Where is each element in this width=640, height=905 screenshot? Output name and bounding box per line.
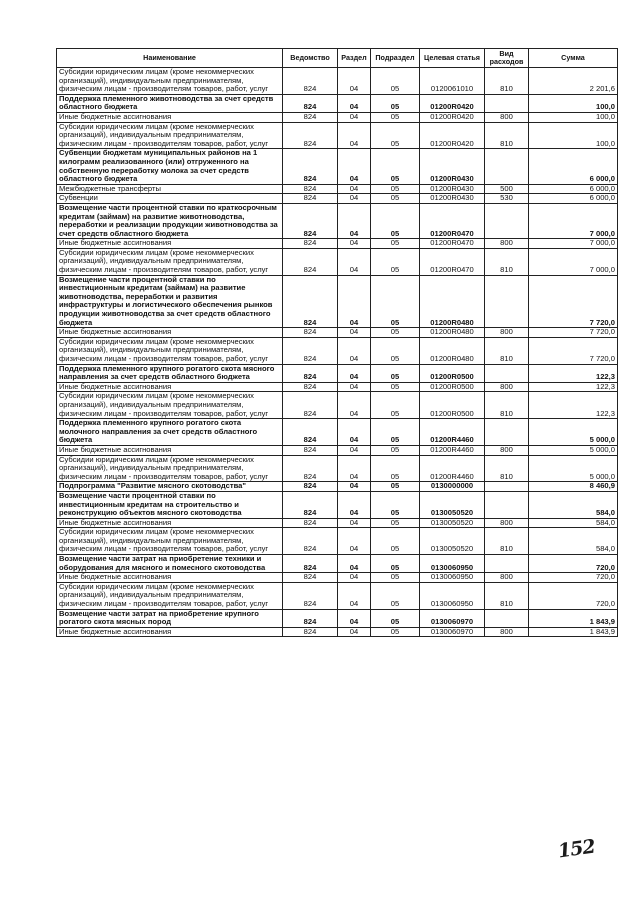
row-podrazdel-cell: 05: [371, 184, 420, 194]
row-expense-type-cell: 800: [485, 518, 529, 528]
row-expense-type-cell: 530: [485, 194, 529, 204]
row-target-article-cell: 0130060950: [420, 582, 485, 609]
row-expense-type-cell: [485, 94, 529, 112]
row-podrazdel-cell: 05: [371, 68, 420, 95]
row-expense-type-cell: [485, 482, 529, 492]
row-expense-type-cell: [485, 203, 529, 238]
row-podrazdel-cell: 05: [371, 455, 420, 482]
row-expense-type-cell: 800: [485, 239, 529, 249]
row-sum-cell: 584,0: [529, 518, 618, 528]
row-name-cell: Субсидии юридическим лицам (кроме некоммерческих организаций), индивидуальным предпринимателям, физическим лицам - производителям товаров, работ, услуг: [57, 68, 283, 95]
row-vedomstvo-cell: 824: [283, 528, 338, 555]
row-vedomstvo-cell: 824: [283, 194, 338, 204]
row-podrazdel-cell: 05: [371, 582, 420, 609]
row-podrazdel-cell: 05: [371, 482, 420, 492]
row-expense-type-cell: [485, 609, 529, 627]
row-sum-cell: 5 000,0: [529, 419, 618, 446]
row-sum-cell: 122,3: [529, 392, 618, 419]
row-razdel-cell: 04: [338, 419, 371, 446]
row-podrazdel-cell: 05: [371, 419, 420, 446]
row-expense-type-cell: 810: [485, 122, 529, 149]
table-row: [57, 194, 618, 204]
row-vedomstvo-cell: 824: [283, 239, 338, 249]
row-vedomstvo-cell: 824: [283, 203, 338, 238]
row-vedomstvo-cell: 824: [283, 518, 338, 528]
row-sum-cell: 5 000,0: [529, 445, 618, 455]
row-name-cell: Возмещение части процентной ставки по краткосрочным кредитам (займам) на развитие животноводства, переработки и реализации продукции животноводства за счет средств областного бюджета: [57, 203, 283, 238]
header-podrazdel: Подраздел: [371, 49, 420, 68]
row-razdel-cell: 04: [338, 239, 371, 249]
row-podrazdel-cell: 05: [371, 573, 420, 583]
row-razdel-cell: 04: [338, 328, 371, 338]
row-sum-cell: 720,0: [529, 582, 618, 609]
row-target-article-cell: 0130050520: [420, 491, 485, 518]
row-name-cell: Иные бюджетные ассигнования: [57, 112, 283, 122]
row-target-article-cell: 01200R0470: [420, 239, 485, 249]
row-podrazdel-cell: 05: [371, 239, 420, 249]
row-razdel-cell: 04: [338, 275, 371, 328]
row-sum-cell: 5 000,0: [529, 455, 618, 482]
table-row: [57, 392, 618, 419]
table-row: [57, 337, 618, 364]
row-sum-cell: 100,0: [529, 112, 618, 122]
header-expense-type: Вид расходов: [485, 49, 529, 68]
row-expense-type-cell: [485, 491, 529, 518]
row-vedomstvo-cell: 824: [283, 122, 338, 149]
row-target-article-cell: 01200R0500: [420, 392, 485, 419]
row-podrazdel-cell: 05: [371, 555, 420, 573]
row-expense-type-cell: 810: [485, 528, 529, 555]
row-target-article-cell: 01200R0470: [420, 203, 485, 238]
row-name-cell: Поддержка племенного крупного рогатого скота мясного направления за счет средств областного бюджета: [57, 364, 283, 382]
row-vedomstvo-cell: 824: [283, 337, 338, 364]
row-razdel-cell: 04: [338, 627, 371, 637]
table-row: [57, 419, 618, 446]
row-sum-cell: 8 460,9: [529, 482, 618, 492]
table-row: [57, 275, 618, 328]
row-target-article-cell: 01200R4460: [420, 455, 485, 482]
row-expense-type-cell: [485, 364, 529, 382]
table-row: [57, 518, 618, 528]
table-row: [57, 68, 618, 95]
row-name-cell: Иные бюджетные ассигнования: [57, 239, 283, 249]
table-row: [57, 112, 618, 122]
row-sum-cell: 7 720,0: [529, 275, 618, 328]
row-podrazdel-cell: 05: [371, 528, 420, 555]
row-vedomstvo-cell: 824: [283, 445, 338, 455]
table-row: [57, 491, 618, 518]
row-vedomstvo-cell: 824: [283, 419, 338, 446]
row-razdel-cell: 04: [338, 518, 371, 528]
row-expense-type-cell: [485, 275, 529, 328]
row-name-cell: Иные бюджетные ассигнования: [57, 445, 283, 455]
row-sum-cell: 584,0: [529, 528, 618, 555]
row-expense-type-cell: 800: [485, 112, 529, 122]
row-podrazdel-cell: 05: [371, 203, 420, 238]
row-podrazdel-cell: 05: [371, 328, 420, 338]
table-row: [57, 364, 618, 382]
row-vedomstvo-cell: 824: [283, 184, 338, 194]
row-sum-cell: 584,0: [529, 491, 618, 518]
header-name: Наименование: [57, 49, 283, 68]
table-row: [57, 455, 618, 482]
row-expense-type-cell: 810: [485, 68, 529, 95]
row-target-article-cell: 01200R0480: [420, 328, 485, 338]
row-target-article-cell: 01200R0430: [420, 194, 485, 204]
row-sum-cell: 122,3: [529, 364, 618, 382]
row-razdel-cell: 04: [338, 94, 371, 112]
row-sum-cell: 6 000,0: [529, 194, 618, 204]
header-sum: Сумма: [529, 49, 618, 68]
row-target-article-cell: 01200R0480: [420, 275, 485, 328]
table-row: [57, 248, 618, 275]
table-row: [57, 94, 618, 112]
row-vedomstvo-cell: 824: [283, 94, 338, 112]
row-sum-cell: 100,0: [529, 94, 618, 112]
header-razdel: Раздел: [338, 49, 371, 68]
row-podrazdel-cell: 05: [371, 337, 420, 364]
row-razdel-cell: 04: [338, 482, 371, 492]
row-podrazdel-cell: 05: [371, 382, 420, 392]
row-vedomstvo-cell: 824: [283, 112, 338, 122]
row-target-article-cell: 01200R4460: [420, 445, 485, 455]
table-row: [57, 609, 618, 627]
row-expense-type-cell: 810: [485, 248, 529, 275]
row-razdel-cell: 04: [338, 203, 371, 238]
row-vedomstvo-cell: 824: [283, 491, 338, 518]
row-razdel-cell: 04: [338, 555, 371, 573]
table-row: [57, 528, 618, 555]
row-vedomstvo-cell: 824: [283, 582, 338, 609]
row-razdel-cell: 04: [338, 149, 371, 184]
row-vedomstvo-cell: 824: [283, 482, 338, 492]
row-name-cell: Субсидии юридическим лицам (кроме некоммерческих организаций), индивидуальным предпринимателям, физическим лицам - производителям товаров, работ, услуг: [57, 248, 283, 275]
table-row: [57, 184, 618, 194]
table-row: [57, 445, 618, 455]
row-name-cell: Возмещение части процентной ставки по инвестиционным кредитам на строительство и реконструкцию объектов мясного скотоводства: [57, 491, 283, 518]
budget-table: [56, 48, 618, 637]
row-podrazdel-cell: 05: [371, 122, 420, 149]
row-target-article-cell: 0130000000: [420, 482, 485, 492]
row-expense-type-cell: [485, 149, 529, 184]
row-vedomstvo-cell: 824: [283, 609, 338, 627]
row-sum-cell: 7 720,0: [529, 328, 618, 338]
row-razdel-cell: 04: [338, 184, 371, 194]
row-name-cell: Субсидии юридическим лицам (кроме некоммерческих организаций), индивидуальным предпринимателям, физическим лицам - производителям товаров, работ, услуг: [57, 392, 283, 419]
row-vedomstvo-cell: 824: [283, 275, 338, 328]
row-sum-cell: 720,0: [529, 573, 618, 583]
row-name-cell: Иные бюджетные ассигнования: [57, 627, 283, 637]
row-target-article-cell: 01200R0500: [420, 382, 485, 392]
table-row: [57, 149, 618, 184]
row-name-cell: Субсидии юридическим лицам (кроме некоммерческих организаций), индивидуальным предпринимателям, физическим лицам - производителям товаров, работ, услуг: [57, 455, 283, 482]
table-row: [57, 582, 618, 609]
table-row: [57, 627, 618, 637]
page-number: 152: [556, 835, 597, 863]
row-podrazdel-cell: 05: [371, 445, 420, 455]
row-name-cell: Подпрограмма "Развитие мясного скотоводства": [57, 482, 283, 492]
table-row: [57, 555, 618, 573]
row-sum-cell: 100,0: [529, 122, 618, 149]
row-name-cell: Поддержка племенного крупного рогатого скота молочного направления за счет средств областного бюджета: [57, 419, 283, 446]
row-target-article-cell: 0120061010: [420, 68, 485, 95]
row-name-cell: Субсидии юридическим лицам (кроме некоммерческих организаций), индивидуальным предпринимателям, физическим лицам - производителям товаров, работ, услуг: [57, 582, 283, 609]
row-podrazdel-cell: 05: [371, 248, 420, 275]
row-vedomstvo-cell: 824: [283, 248, 338, 275]
row-vedomstvo-cell: 824: [283, 364, 338, 382]
row-vedomstvo-cell: 824: [283, 627, 338, 637]
row-podrazdel-cell: 05: [371, 627, 420, 637]
header-vedomstvo: Ведомство: [283, 49, 338, 68]
row-expense-type-cell: 800: [485, 328, 529, 338]
row-razdel-cell: 04: [338, 68, 371, 95]
row-razdel-cell: 04: [338, 382, 371, 392]
row-sum-cell: 7 000,0: [529, 239, 618, 249]
row-podrazdel-cell: 05: [371, 94, 420, 112]
row-podrazdel-cell: 05: [371, 518, 420, 528]
row-razdel-cell: 04: [338, 194, 371, 204]
row-name-cell: Иные бюджетные ассигнования: [57, 382, 283, 392]
row-target-article-cell: 0130060970: [420, 609, 485, 627]
row-vedomstvo-cell: 824: [283, 555, 338, 573]
row-expense-type-cell: 810: [485, 392, 529, 419]
row-target-article-cell: 01200R0430: [420, 149, 485, 184]
row-razdel-cell: 04: [338, 122, 371, 149]
row-target-article-cell: 0130060950: [420, 555, 485, 573]
row-vedomstvo-cell: 824: [283, 455, 338, 482]
row-sum-cell: 2 201,6: [529, 68, 618, 95]
row-name-cell: Межбюджетные трансферты: [57, 184, 283, 194]
row-razdel-cell: 04: [338, 364, 371, 382]
row-target-article-cell: 01200R0420: [420, 112, 485, 122]
table-row: [57, 122, 618, 149]
row-sum-cell: 6 000,0: [529, 184, 618, 194]
row-expense-type-cell: 810: [485, 455, 529, 482]
row-name-cell: Субвенции бюджетам муниципальных районов на 1 килограмм реализованного (или) отгруженного на собственную переработку молока за счет средств областного бюджета: [57, 149, 283, 184]
row-sum-cell: 122,3: [529, 382, 618, 392]
row-podrazdel-cell: 05: [371, 194, 420, 204]
row-razdel-cell: 04: [338, 582, 371, 609]
row-sum-cell: 7 000,0: [529, 248, 618, 275]
table-row: [57, 203, 618, 238]
row-name-cell: Возмещение части затрат на приобретение техники и оборудования для мясного и помесного скотоводства: [57, 555, 283, 573]
row-name-cell: Иные бюджетные ассигнования: [57, 573, 283, 583]
row-vedomstvo-cell: 824: [283, 68, 338, 95]
row-name-cell: Субсидии юридическим лицам (кроме некоммерческих организаций), индивидуальным предпринимателям, физическим лицам - производителям товаров, работ, услуг: [57, 122, 283, 149]
header-target-article: Целевая статья: [420, 49, 485, 68]
row-expense-type-cell: [485, 419, 529, 446]
row-razdel-cell: 04: [338, 528, 371, 555]
table-body: [57, 68, 618, 637]
row-name-cell: Возмещение части затрат на приобретение крупного рогатого скота мясных пород: [57, 609, 283, 627]
row-razdel-cell: 04: [338, 455, 371, 482]
row-expense-type-cell: 800: [485, 627, 529, 637]
row-target-article-cell: 01200R0430: [420, 184, 485, 194]
row-target-article-cell: 01200R0420: [420, 122, 485, 149]
budget-table-sheet: [56, 48, 617, 637]
row-expense-type-cell: 500: [485, 184, 529, 194]
row-sum-cell: 6 000,0: [529, 149, 618, 184]
row-target-article-cell: 01200R0470: [420, 248, 485, 275]
table-row: [57, 382, 618, 392]
row-vedomstvo-cell: 824: [283, 573, 338, 583]
row-target-article-cell: 01200R0480: [420, 337, 485, 364]
row-razdel-cell: 04: [338, 392, 371, 419]
row-vedomstvo-cell: 824: [283, 149, 338, 184]
table-row: [57, 482, 618, 492]
table-row: [57, 239, 618, 249]
row-target-article-cell: 01200R4460: [420, 419, 485, 446]
row-name-cell: Субвенции: [57, 194, 283, 204]
table-row: [57, 328, 618, 338]
row-target-article-cell: 0130060970: [420, 627, 485, 637]
row-target-article-cell: 0130050520: [420, 518, 485, 528]
row-vedomstvo-cell: 824: [283, 382, 338, 392]
row-name-cell: Иные бюджетные ассигнования: [57, 518, 283, 528]
row-sum-cell: 7 000,0: [529, 203, 618, 238]
row-name-cell: Субсидии юридическим лицам (кроме некоммерческих организаций), индивидуальным предпринимателям, физическим лицам - производителям товаров, работ, услуг: [57, 528, 283, 555]
row-razdel-cell: 04: [338, 609, 371, 627]
row-expense-type-cell: [485, 555, 529, 573]
row-razdel-cell: 04: [338, 248, 371, 275]
row-sum-cell: 7 720,0: [529, 337, 618, 364]
row-expense-type-cell: 810: [485, 337, 529, 364]
row-podrazdel-cell: 05: [371, 491, 420, 518]
row-podrazdel-cell: 05: [371, 112, 420, 122]
row-expense-type-cell: 800: [485, 573, 529, 583]
row-podrazdel-cell: 05: [371, 392, 420, 419]
row-name-cell: Возмещение части процентной ставки по инвестиционным кредитам (займам) на развитие животноводства, переработки и развития инфраструктуры и логистического обеспечения рынков продукции животноводства за счет средств областного бюджета: [57, 275, 283, 328]
row-name-cell: Поддержка племенного животноводства за счет средств областного бюджета: [57, 94, 283, 112]
row-expense-type-cell: 810: [485, 582, 529, 609]
row-name-cell: Иные бюджетные ассигнования: [57, 328, 283, 338]
row-expense-type-cell: 800: [485, 382, 529, 392]
row-razdel-cell: 04: [338, 337, 371, 364]
row-target-article-cell: 0130050520: [420, 528, 485, 555]
row-target-article-cell: 0130060950: [420, 573, 485, 583]
row-podrazdel-cell: 05: [371, 275, 420, 328]
row-name-cell: Субсидии юридическим лицам (кроме некоммерческих организаций), индивидуальным предпринимателям, физическим лицам - производителям товаров, работ, услуг: [57, 337, 283, 364]
table-row: [57, 573, 618, 583]
row-target-article-cell: 01200R0500: [420, 364, 485, 382]
row-sum-cell: 1 843,9: [529, 627, 618, 637]
table-header-row: [57, 49, 618, 68]
row-podrazdel-cell: 05: [371, 149, 420, 184]
row-razdel-cell: 04: [338, 491, 371, 518]
row-razdel-cell: 04: [338, 573, 371, 583]
row-podrazdel-cell: 05: [371, 609, 420, 627]
row-sum-cell: 1 843,9: [529, 609, 618, 627]
row-sum-cell: 720,0: [529, 555, 618, 573]
row-expense-type-cell: 800: [485, 445, 529, 455]
row-target-article-cell: 01200R0420: [420, 94, 485, 112]
row-vedomstvo-cell: 824: [283, 392, 338, 419]
row-vedomstvo-cell: 824: [283, 328, 338, 338]
row-razdel-cell: 04: [338, 112, 371, 122]
row-podrazdel-cell: 05: [371, 364, 420, 382]
row-razdel-cell: 04: [338, 445, 371, 455]
